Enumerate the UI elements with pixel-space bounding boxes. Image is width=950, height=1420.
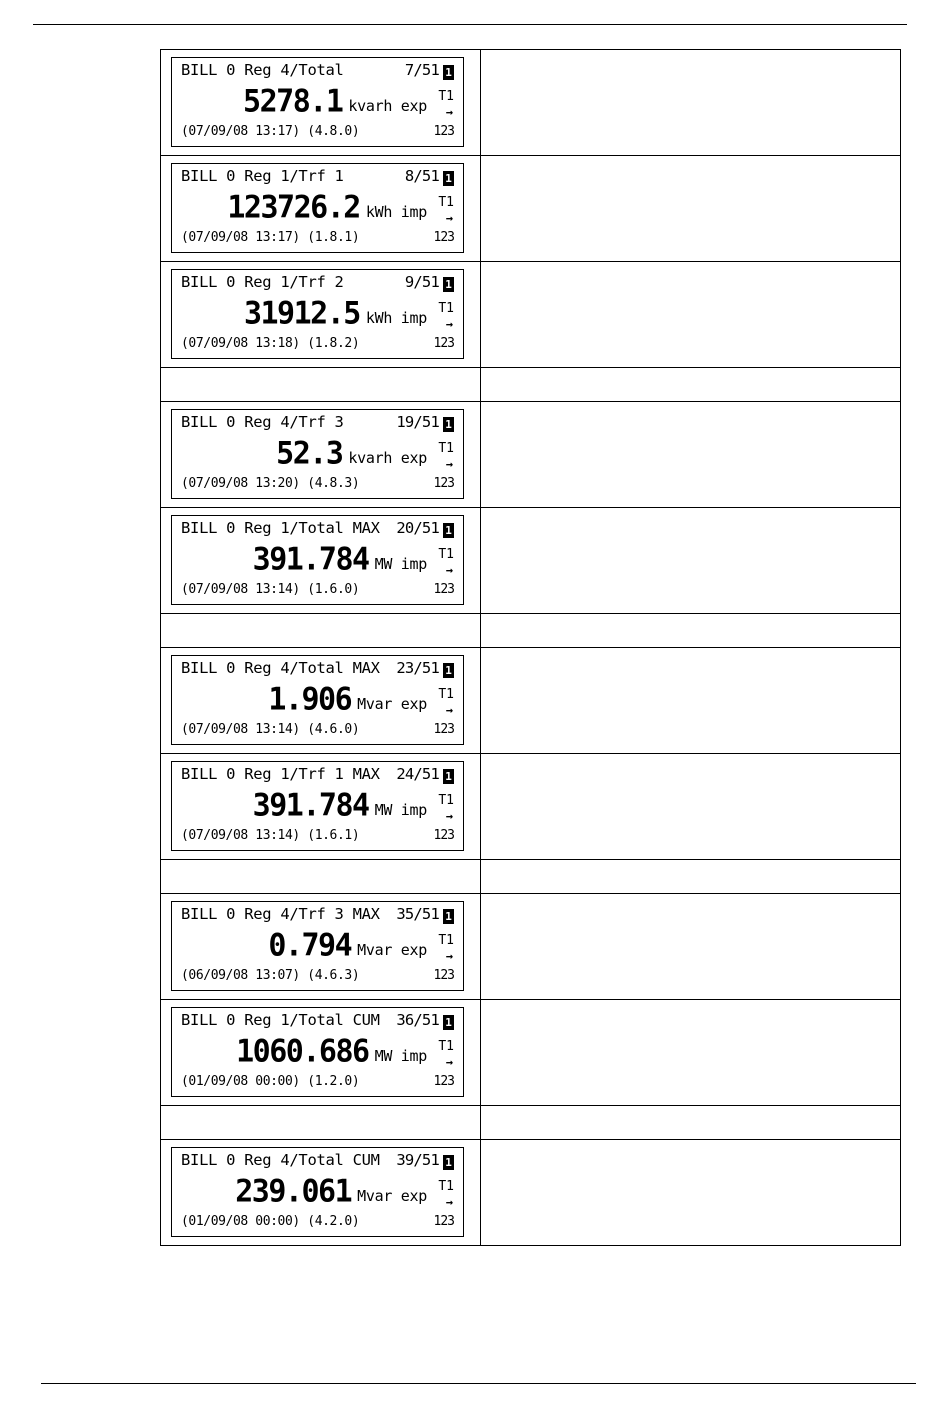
blank-cell: [161, 614, 481, 648]
register-name: BILL 0 Reg 1/Total CUM: [181, 1011, 380, 1029]
phase-indicator: 123: [433, 582, 454, 597]
value-row: [253, 788, 427, 823]
obis-code: (1.2.0): [307, 1074, 360, 1089]
phase-indicator: 123: [433, 828, 454, 843]
table-row-blank: [161, 368, 901, 402]
timestamp: (07/09/08 13:20): [181, 476, 300, 491]
blank-cell: [161, 368, 481, 402]
obis-code: (4.8.3): [307, 476, 360, 491]
register-unit: MW imp: [374, 555, 427, 573]
register-value: 52.3: [276, 435, 343, 472]
tariff-indicator: T1: [438, 1039, 454, 1054]
timestamp-obis: [181, 1214, 359, 1229]
energy-direction-icon: →: [445, 457, 453, 471]
table-row: [161, 1000, 901, 1106]
timestamp-obis: [181, 336, 359, 351]
lcd-cell: [161, 50, 481, 156]
timestamp: (07/09/08 13:14): [181, 582, 300, 597]
lcd-display: [171, 409, 464, 499]
lcd-display: [171, 761, 464, 851]
lcd-display: [171, 655, 464, 745]
timestamp: (07/09/08 13:14): [181, 722, 300, 737]
tariff-indicator: T1: [438, 441, 454, 456]
lcd-cell: [161, 156, 481, 262]
table-row: [161, 648, 901, 754]
lcd-display: [171, 1147, 464, 1237]
blank-cell: [481, 860, 901, 894]
tariff-indicator: T1: [438, 1179, 454, 1194]
billing-badge: 1: [443, 1155, 454, 1170]
tariff-indicator: T1: [438, 301, 454, 316]
register-name: BILL 0 Reg 4/Trf 3: [181, 413, 344, 431]
register-unit: Mvar exp: [357, 695, 427, 713]
energy-direction-icon: →: [445, 317, 453, 331]
register-unit: MW imp: [374, 801, 427, 819]
description-cell: [481, 894, 901, 1000]
phase-indicator: 123: [433, 124, 454, 139]
register-value: 239.061: [235, 1173, 352, 1210]
obis-code: (4.6.0): [307, 722, 360, 737]
table-row: [161, 1140, 901, 1246]
value-row: [268, 682, 427, 717]
register-unit: Mvar exp: [357, 1187, 427, 1205]
register-unit: kWh imp: [365, 309, 427, 327]
lcd-cell: [161, 262, 481, 368]
timestamp: (06/09/08 13:07): [181, 968, 300, 983]
register-value: 1.906: [268, 681, 352, 718]
description-cell: [481, 508, 901, 614]
page-indicator: 39/51: [396, 1151, 439, 1169]
page-indicator: 7/51: [404, 61, 439, 79]
value-row: [227, 190, 427, 225]
billing-badge: 1: [443, 769, 454, 784]
blank-cell: [161, 1106, 481, 1140]
value-row: [236, 1034, 427, 1069]
tariff-indicator: T1: [438, 547, 454, 562]
timestamp-obis: [181, 124, 359, 139]
description-cell: [481, 1140, 901, 1246]
table-row: [161, 508, 901, 614]
register-name: BILL 0 Reg 4/Total CUM: [181, 1151, 380, 1169]
timestamp: (07/09/08 13:17): [181, 124, 300, 139]
energy-direction-icon: →: [445, 105, 453, 119]
timestamp-obis: [181, 968, 359, 983]
timestamp-obis: [181, 722, 359, 737]
obis-code: (1.8.2): [307, 336, 360, 351]
description-cell: [481, 754, 901, 860]
page-indicator: 35/51: [396, 905, 439, 923]
timestamp: (07/09/08 13:17): [181, 230, 300, 245]
obis-code: (4.8.0): [307, 124, 360, 139]
register-display-table: [160, 49, 901, 1246]
register-value: 1060.686: [236, 1033, 369, 1070]
register-unit: kWh imp: [365, 203, 427, 221]
page-indicator: 36/51: [396, 1011, 439, 1029]
timestamp-obis: [181, 230, 359, 245]
page-indicator: 8/51: [404, 167, 439, 185]
header-rule: [33, 24, 907, 25]
register-unit: Mvar exp: [357, 941, 427, 959]
energy-direction-icon: →: [445, 809, 453, 823]
billing-badge: 1: [443, 277, 454, 292]
page-indicator: 23/51: [396, 659, 439, 677]
billing-badge: 1: [443, 909, 454, 924]
lcd-display: [171, 901, 464, 991]
billing-badge: 1: [443, 1015, 454, 1030]
table-row: [161, 50, 901, 156]
table-row: [161, 894, 901, 1000]
lcd-display: [171, 57, 464, 147]
energy-direction-icon: →: [445, 949, 453, 963]
timestamp-obis: [181, 828, 359, 843]
table-row: [161, 754, 901, 860]
phase-indicator: 123: [433, 1074, 454, 1089]
obis-code: (1.8.1): [307, 230, 360, 245]
energy-direction-icon: →: [445, 563, 453, 577]
register-unit: kvarh exp: [348, 97, 427, 115]
description-cell: [481, 50, 901, 156]
lcd-cell: [161, 648, 481, 754]
energy-direction-icon: →: [445, 211, 453, 225]
obis-code: (4.6.3): [307, 968, 360, 983]
billing-badge: 1: [443, 65, 454, 80]
register-name: BILL 0 Reg 4/Trf 3 MAX: [181, 905, 380, 923]
register-unit: kvarh exp: [348, 449, 427, 467]
value-row: [235, 1174, 427, 1209]
value-row: [268, 928, 427, 963]
page-indicator: 9/51: [404, 273, 439, 291]
register-value: 391.784: [252, 541, 369, 578]
register-unit: MW imp: [374, 1047, 427, 1065]
lcd-cell: [161, 1000, 481, 1106]
timestamp-obis: [181, 582, 359, 597]
lcd-display: [171, 1007, 464, 1097]
blank-cell: [481, 1106, 901, 1140]
tariff-indicator: T1: [438, 793, 454, 808]
energy-direction-icon: →: [445, 1055, 453, 1069]
tariff-indicator: T1: [438, 195, 454, 210]
lcd-display: [171, 515, 464, 605]
blank-cell: [161, 860, 481, 894]
tariff-indicator: T1: [438, 933, 454, 948]
energy-direction-icon: →: [445, 703, 453, 717]
table-row: [161, 402, 901, 508]
register-name: BILL 0 Reg 1/Trf 1 MAX: [181, 765, 380, 783]
register-name: BILL 0 Reg 1/Trf 2: [181, 273, 344, 291]
register-value: 391.784: [252, 787, 369, 824]
obis-code: (1.6.0): [307, 582, 360, 597]
register-name: BILL 0 Reg 4/Total: [181, 61, 344, 79]
lcd-cell: [161, 402, 481, 508]
table-row-blank: [161, 860, 901, 894]
timestamp-obis: [181, 476, 359, 491]
footer-rule: [41, 1383, 916, 1384]
phase-indicator: 123: [433, 476, 454, 491]
energy-direction-icon: →: [445, 1195, 453, 1209]
timestamp: (07/09/08 13:14): [181, 828, 300, 843]
lcd-cell: [161, 754, 481, 860]
page-indicator: 20/51: [396, 519, 439, 537]
register-value: 0.794: [268, 927, 352, 964]
register-name: BILL 0 Reg 4/Total MAX: [181, 659, 380, 677]
value-row: [244, 296, 427, 331]
obis-code: (4.2.0): [307, 1214, 360, 1229]
register-value: 31912.5: [243, 295, 360, 332]
billing-badge: 1: [443, 663, 454, 678]
phase-indicator: 123: [433, 336, 454, 351]
timestamp: (01/09/08 00:00): [181, 1074, 300, 1089]
description-cell: [481, 648, 901, 754]
value-row: [253, 542, 427, 577]
timestamp: (07/09/08 13:18): [181, 336, 300, 351]
table-row: [161, 262, 901, 368]
value-row: [276, 436, 427, 471]
page-indicator: 19/51: [396, 413, 439, 431]
billing-badge: 1: [443, 417, 454, 432]
lcd-display: [171, 269, 464, 359]
billing-badge: 1: [443, 523, 454, 538]
tariff-indicator: T1: [438, 687, 454, 702]
register-name: BILL 0 Reg 1/Trf 1: [181, 167, 344, 185]
phase-indicator: 123: [433, 1214, 454, 1229]
billing-badge: 1: [443, 171, 454, 186]
description-cell: [481, 402, 901, 508]
description-cell: [481, 262, 901, 368]
lcd-cell: [161, 1140, 481, 1246]
description-cell: [481, 156, 901, 262]
page-indicator: 24/51: [396, 765, 439, 783]
timestamp: (01/09/08 00:00): [181, 1214, 300, 1229]
blank-cell: [481, 614, 901, 648]
value-row: [243, 84, 427, 119]
register-value: 123726.2: [227, 189, 360, 226]
register-name: BILL 0 Reg 1/Total MAX: [181, 519, 380, 537]
lcd-cell: [161, 894, 481, 1000]
obis-code: (1.6.1): [307, 828, 360, 843]
lcd-display: [171, 163, 464, 253]
phase-indicator: 123: [433, 230, 454, 245]
table-row-blank: [161, 1106, 901, 1140]
blank-cell: [481, 368, 901, 402]
tariff-indicator: T1: [438, 89, 454, 104]
phase-indicator: 123: [433, 722, 454, 737]
table-row: [161, 156, 901, 262]
register-value: 5278.1: [243, 83, 343, 120]
timestamp-obis: [181, 1074, 359, 1089]
lcd-cell: [161, 508, 481, 614]
phase-indicator: 123: [433, 968, 454, 983]
description-cell: [481, 1000, 901, 1106]
table-row-blank: [161, 614, 901, 648]
